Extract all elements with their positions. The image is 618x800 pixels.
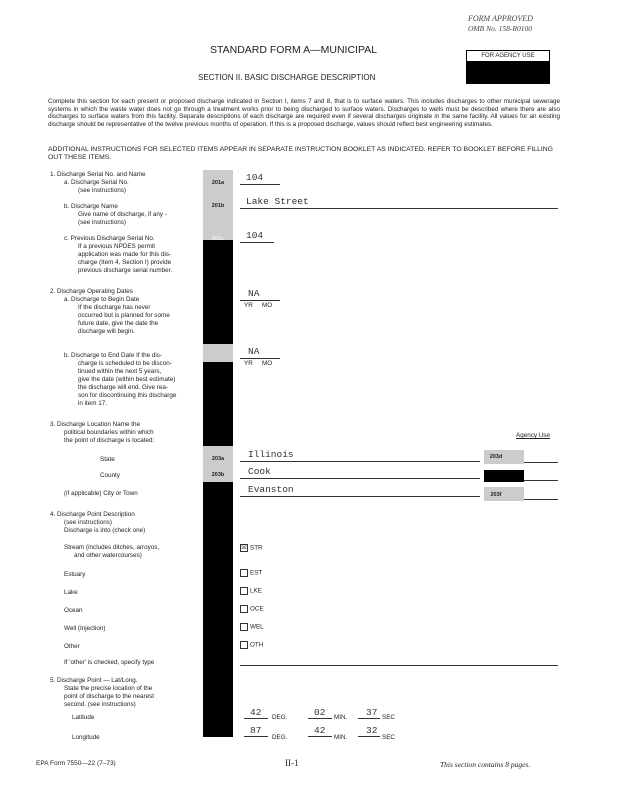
long-min-unit: MIN. bbox=[334, 734, 348, 741]
code-est: EST bbox=[250, 569, 263, 577]
item3-heading-2: political boundaries within which bbox=[64, 429, 154, 436]
option-lake[interactable] bbox=[240, 587, 262, 595]
code-201a: 201a bbox=[211, 180, 225, 186]
code-str: STR bbox=[250, 544, 263, 552]
form-number: EPA Form 7550—22 (7–73) bbox=[36, 760, 116, 767]
item4-sub1: (see instructions) bbox=[64, 519, 112, 526]
item2-heading: 2. Discharge Operating Dates bbox=[50, 288, 133, 295]
checkbox-oce[interactable] bbox=[240, 605, 248, 613]
agency-field-county[interactable] bbox=[524, 470, 558, 481]
redaction-column-3 bbox=[203, 482, 233, 737]
city-label: (if applicable) City or Town bbox=[64, 490, 138, 497]
item1b-label: b. Discharge Name bbox=[64, 203, 118, 210]
end-date-field[interactable] bbox=[240, 348, 280, 359]
county-field[interactable] bbox=[240, 466, 480, 479]
section-title: SECTION II. BASIC DISCHARGE DESCRIPTION bbox=[198, 73, 376, 82]
option-estuary[interactable] bbox=[240, 569, 262, 577]
long-min-value: 42 bbox=[314, 725, 326, 736]
item1c-sub-3: previous discharge serial number. bbox=[78, 267, 173, 274]
code-wel: WEL bbox=[250, 623, 264, 631]
option-lake-label: Lake bbox=[64, 589, 78, 596]
item2a-sub-1: occurred but is planned for some bbox=[78, 312, 170, 319]
item1c-sub-1: application was made for this dis- bbox=[78, 251, 172, 258]
item2b-label: b. Discharge to End Date If the dis- bbox=[64, 352, 163, 359]
option-other[interactable] bbox=[240, 641, 263, 649]
item2b-sub-4: son for discontinuing this discharge bbox=[78, 392, 177, 399]
item5-sub-0: State the precise location of the bbox=[64, 685, 153, 692]
option-well-label: Well (Injection) bbox=[64, 625, 106, 632]
code-203a: 203a bbox=[211, 456, 225, 462]
other-specify-label: If 'other' is checked, specify type bbox=[64, 659, 155, 666]
code-oce: OCE bbox=[250, 605, 264, 613]
begin-date-value: NA bbox=[248, 288, 260, 299]
option-stream[interactable] bbox=[240, 544, 263, 552]
code-201c: 201c bbox=[211, 236, 225, 242]
item2b-sub-1: tinued within the next 5 years, bbox=[78, 368, 162, 375]
lat-min-unit: MIN. bbox=[334, 714, 348, 721]
agency-use-redaction bbox=[466, 62, 550, 84]
agency-field-203d[interactable] bbox=[524, 452, 558, 463]
section-note: This section contains 8 pages. bbox=[440, 760, 531, 769]
item1c-sub-0: If a previous NPDES permit bbox=[78, 243, 155, 250]
item1a-label: a. Discharge Serial No. bbox=[64, 179, 129, 186]
code-lke: LKE bbox=[250, 587, 262, 595]
redaction-column-1 bbox=[203, 240, 233, 344]
item1-heading: 1. Discharge Serial No. and Name bbox=[50, 171, 146, 178]
agency-use-label: Agency Use bbox=[516, 432, 550, 439]
begin-yr-label: YR bbox=[244, 302, 253, 309]
option-ocean-label: Ocean bbox=[64, 607, 83, 614]
checkbox-wel[interactable] bbox=[240, 623, 248, 631]
checkbox-str[interactable]: ☒ bbox=[241, 545, 247, 551]
item3-heading-1: 3. Discharge Location Name the bbox=[50, 421, 140, 428]
item1c-sub-2: charge (Item 4, Section I) provide bbox=[78, 259, 172, 266]
item4-heading: 4. Discharge Point Description bbox=[50, 511, 135, 518]
checkbox-lke[interactable] bbox=[240, 587, 248, 595]
lat-sec-value: 37 bbox=[366, 707, 378, 718]
checkbox-est[interactable] bbox=[240, 569, 248, 577]
option-stream-label2: and other watercourses) bbox=[74, 552, 142, 559]
agency-field-203f[interactable] bbox=[524, 489, 558, 500]
end-mo-label: MO bbox=[262, 360, 273, 367]
lat-deg-unit: DEG. bbox=[272, 714, 288, 721]
latitude-label: Latitude bbox=[72, 714, 95, 721]
item2b-sub-5: in item 17. bbox=[78, 400, 108, 407]
code-203f: 203f bbox=[490, 492, 502, 498]
code-203b: 203b bbox=[211, 472, 225, 478]
option-estuary-label: Estuary bbox=[64, 571, 86, 578]
begin-date-field[interactable] bbox=[240, 290, 280, 301]
option-stream-label: Stream (includes ditches, arroyos, bbox=[64, 544, 160, 551]
redaction-column-2 bbox=[203, 362, 233, 446]
discharge-name-value: Lake Street bbox=[246, 196, 309, 207]
lat-sec-unit: SEC bbox=[382, 714, 395, 721]
longitude-label: Longitude bbox=[72, 734, 100, 741]
checkbox-oth[interactable] bbox=[240, 641, 248, 649]
form-approved: FORM APPROVED bbox=[468, 14, 533, 23]
long-deg-unit: DEG. bbox=[272, 734, 288, 741]
option-well[interactable] bbox=[240, 623, 264, 631]
prev-serial-value: 104 bbox=[246, 230, 264, 241]
end-yr-label: YR bbox=[244, 360, 253, 367]
item1a-sub: (see instructions) bbox=[78, 187, 126, 194]
county-label: County bbox=[100, 472, 120, 479]
serial-no-value: 104 bbox=[246, 172, 264, 183]
form-title: STANDARD FORM A—MUNICIPAL bbox=[210, 44, 378, 56]
long-sec-unit: SEC bbox=[382, 734, 395, 741]
item3-heading-3: the point of discharge is located: bbox=[64, 437, 155, 444]
item2a-sub-0: If the discharge has never bbox=[78, 304, 151, 311]
omb-number: OMB No. 158-R0100 bbox=[468, 24, 532, 33]
code-oth: OTH bbox=[250, 641, 264, 649]
city-value: Evanston bbox=[248, 484, 294, 495]
end-date-value: NA bbox=[248, 346, 260, 357]
item1b-sub2: (see instructions) bbox=[78, 219, 126, 226]
long-deg-value: 87 bbox=[250, 725, 262, 736]
item2b-sub-0: charge is scheduled to be discon- bbox=[78, 360, 172, 367]
long-sec-value: 32 bbox=[366, 725, 378, 736]
begin-mo-label: MO bbox=[262, 302, 273, 309]
page-number: II-1 bbox=[285, 758, 299, 768]
intro-paragraph: Complete this section for each present or proposed discharge indicated in Section I, items 7 and 8, that is to surface waters. This includes discharges to other municipal sewerage systems in which the waste water does not go through a treatment works prior to being discharged to surface waters. Discharges to wells must be described where there are also discharges to surface waters from this facility. Separate descriptions of each discharge are required even if several discharges originate in the same facility. All values for an existing discharge should be representative of the twelve previous months of operation. If this is a proposed discharge, values should reflect best engineering estimates. bbox=[48, 98, 560, 128]
item5-heading: 5. Discharge Point — Lat/Long. bbox=[50, 677, 138, 684]
lat-min-value: 02 bbox=[314, 707, 326, 718]
item1c-label: c. Previous Discharge Serial No. bbox=[64, 235, 155, 242]
item5-sub-2: second. (see instructions) bbox=[64, 701, 136, 708]
item5-sub-1: point of discharge to the nearest bbox=[64, 693, 154, 700]
item2a-sub-2: future date, give the date the bbox=[78, 320, 159, 327]
other-specify-field[interactable] bbox=[240, 655, 558, 666]
lat-deg-value: 42 bbox=[250, 707, 262, 718]
item2a-label: a. Discharge to Begin Date bbox=[64, 296, 140, 303]
option-other-label: Other bbox=[64, 643, 80, 650]
option-ocean[interactable] bbox=[240, 605, 264, 613]
code-203d: 203d bbox=[489, 454, 503, 460]
code-201b: 201b bbox=[211, 203, 225, 209]
item2b-sub-2: give the date (within best estimate) bbox=[78, 376, 176, 383]
item1b-sub1: Give name of discharge, if any - bbox=[78, 211, 167, 218]
agency-use-header: FOR AGENCY USE bbox=[466, 50, 550, 62]
additional-instructions: ADDITIONAL INSTRUCTIONS FOR SELECTED ITEMS APPEAR IN SEPARATE INSTRUCTION BOOKLET AS INDICATED. REFER TO BOOKLET BEFORE FILLING OUT THESE ITEMS. bbox=[48, 146, 553, 161]
state-label: State bbox=[100, 456, 115, 463]
county-value: Cook bbox=[248, 466, 271, 477]
item2b-sub-3: the discharge will end. Give rea- bbox=[78, 384, 168, 391]
agency-redaction-county bbox=[484, 470, 524, 482]
item4-sub2: Discharge is into (check one) bbox=[64, 527, 146, 534]
state-value: Illinois bbox=[248, 449, 294, 460]
item2a-sub-3: discharge will begin. bbox=[78, 328, 135, 335]
